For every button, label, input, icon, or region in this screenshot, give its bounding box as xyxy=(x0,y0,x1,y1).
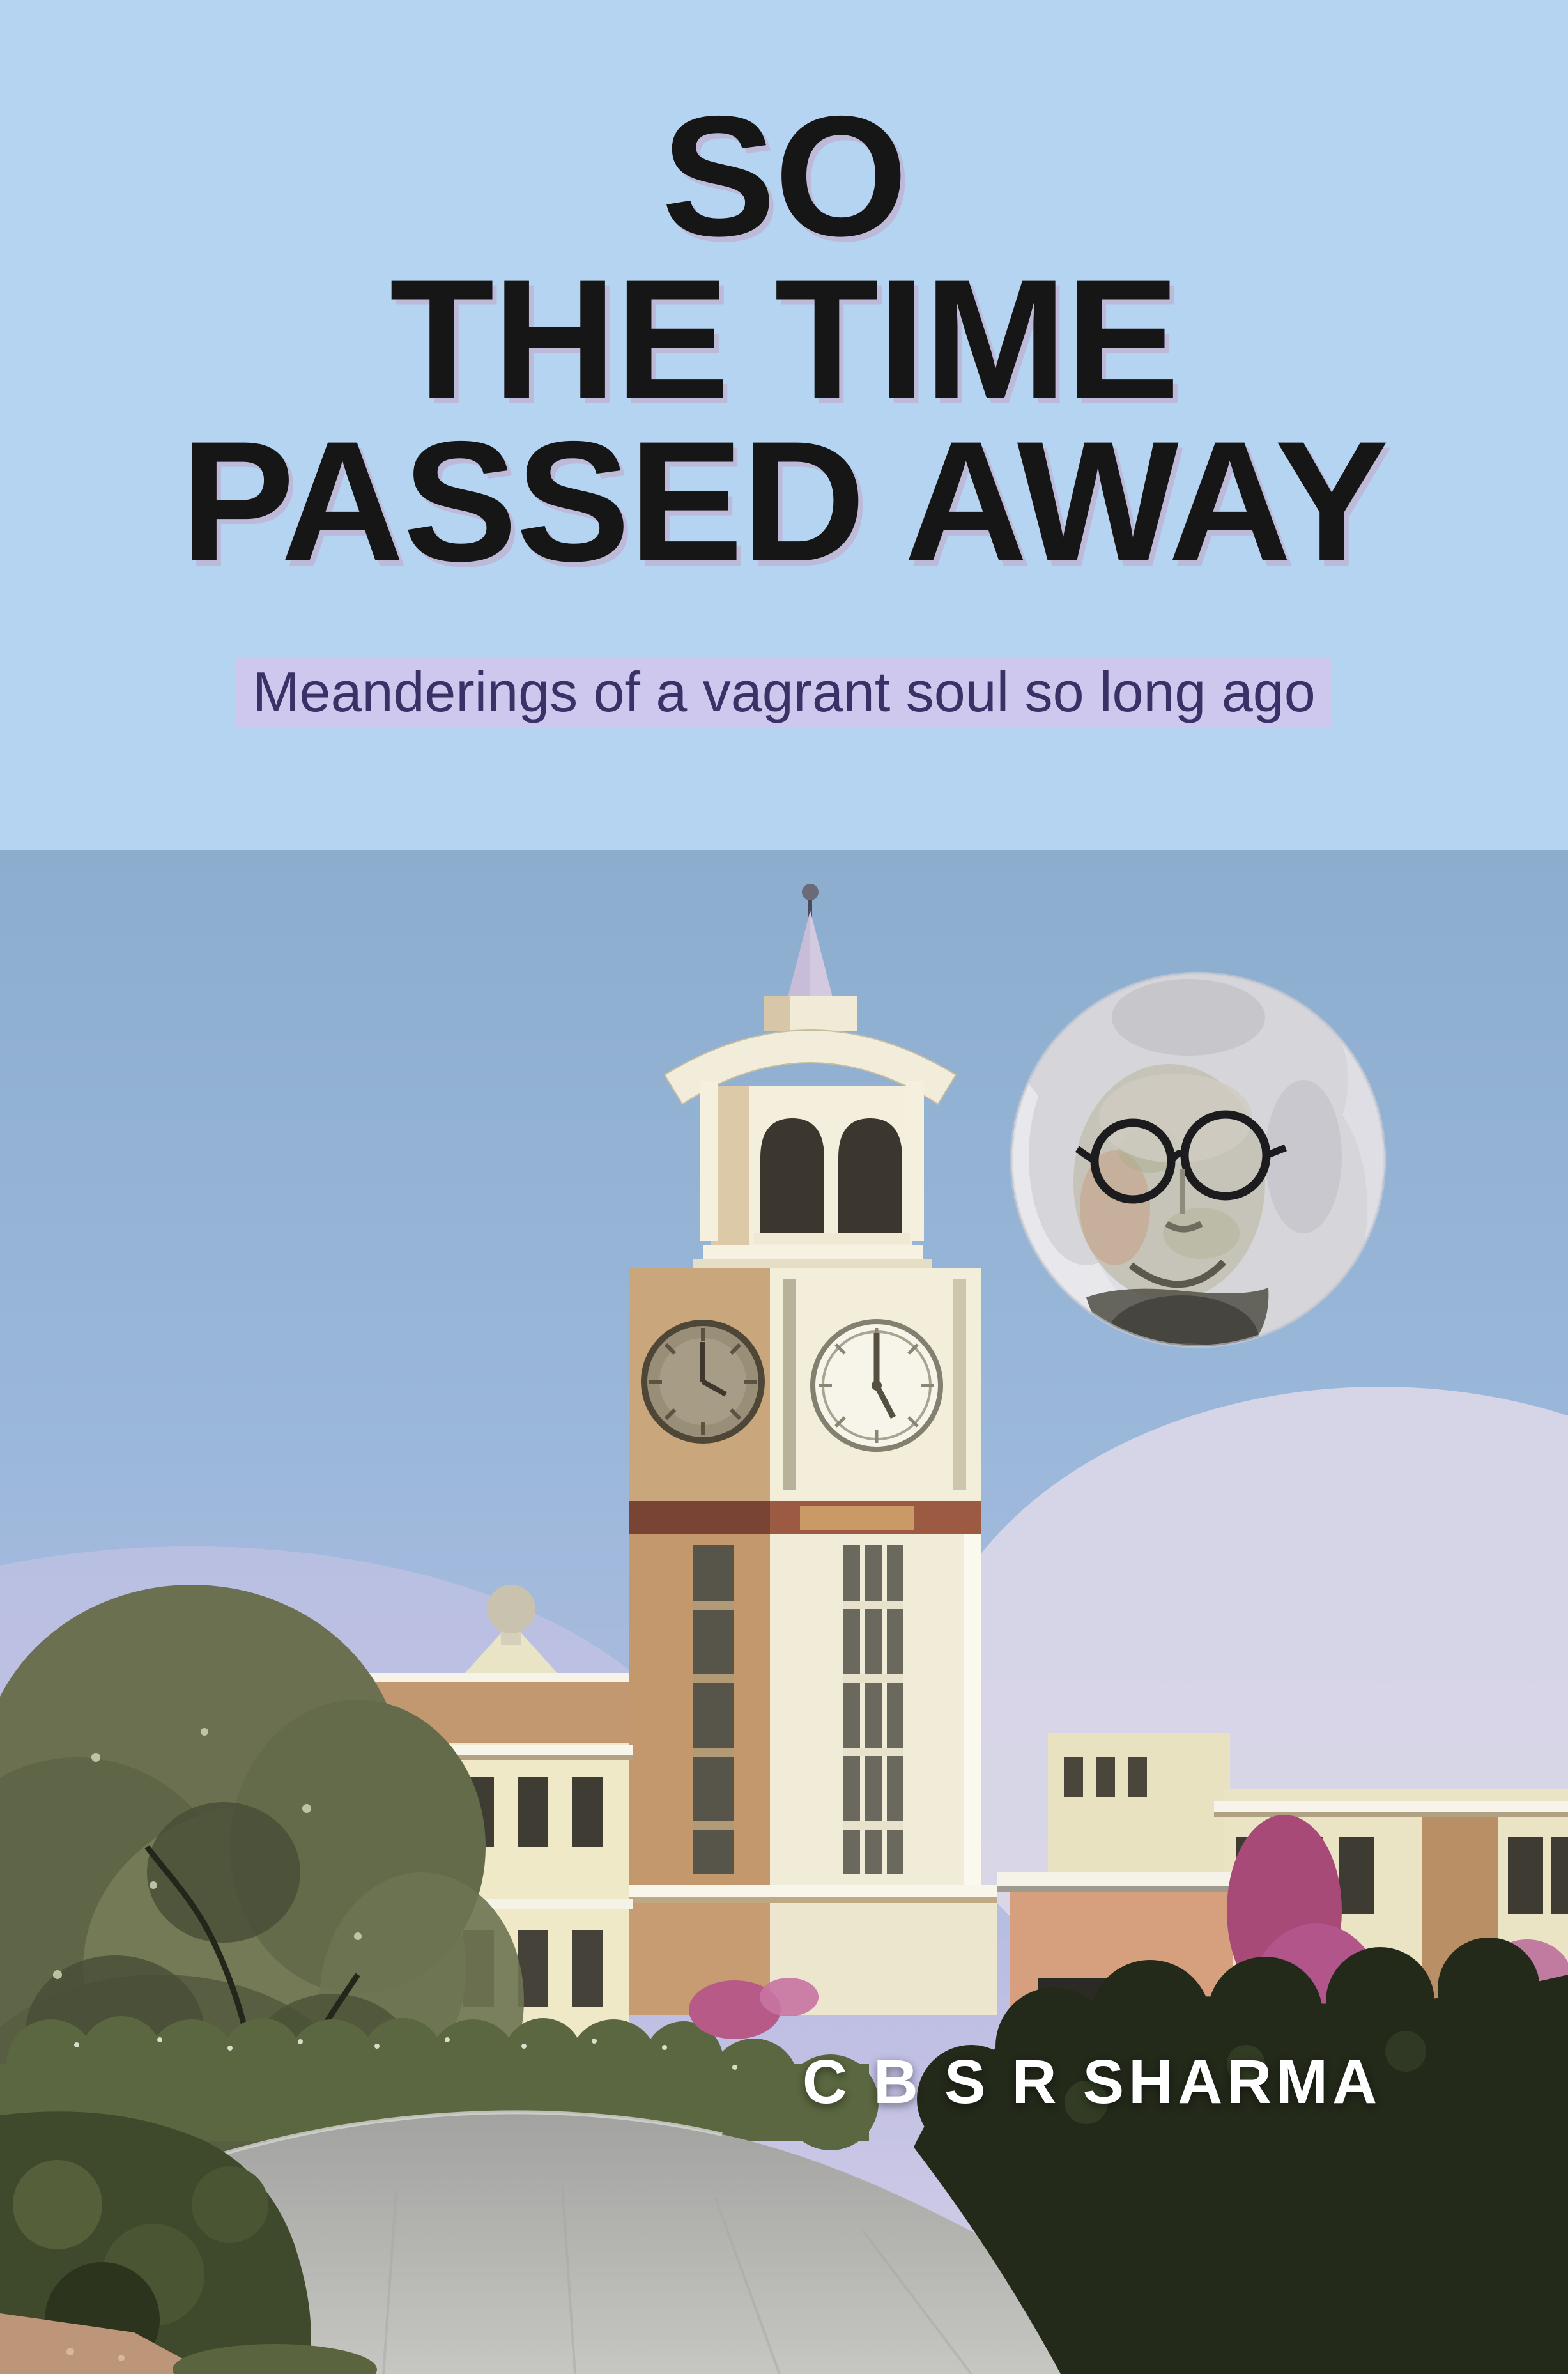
cupola-arch xyxy=(838,1118,902,1241)
author-name: C B S R SHARMA xyxy=(802,2047,1382,2116)
title-band xyxy=(0,0,1568,850)
book-title xyxy=(0,80,1568,597)
book-subtitle: Meanderings of a vagrant soul so long ago xyxy=(236,657,1332,727)
tower-shaft xyxy=(629,1534,981,1890)
cover-photograph xyxy=(0,850,1568,2374)
clock-face-left xyxy=(644,1323,762,1440)
title-line-2: THE TIME xyxy=(389,242,1179,435)
title-line-3: PASSED AWAY xyxy=(180,405,1388,597)
subtitle-wrap xyxy=(0,657,1568,727)
tower-maroon-band xyxy=(629,1501,981,1534)
clock-face-right xyxy=(813,1322,941,1449)
cupola-arch xyxy=(760,1118,824,1241)
title-line-1: SO xyxy=(661,80,907,272)
clock-stage xyxy=(629,1268,981,1501)
campus-photo-illustration xyxy=(0,850,1568,2374)
